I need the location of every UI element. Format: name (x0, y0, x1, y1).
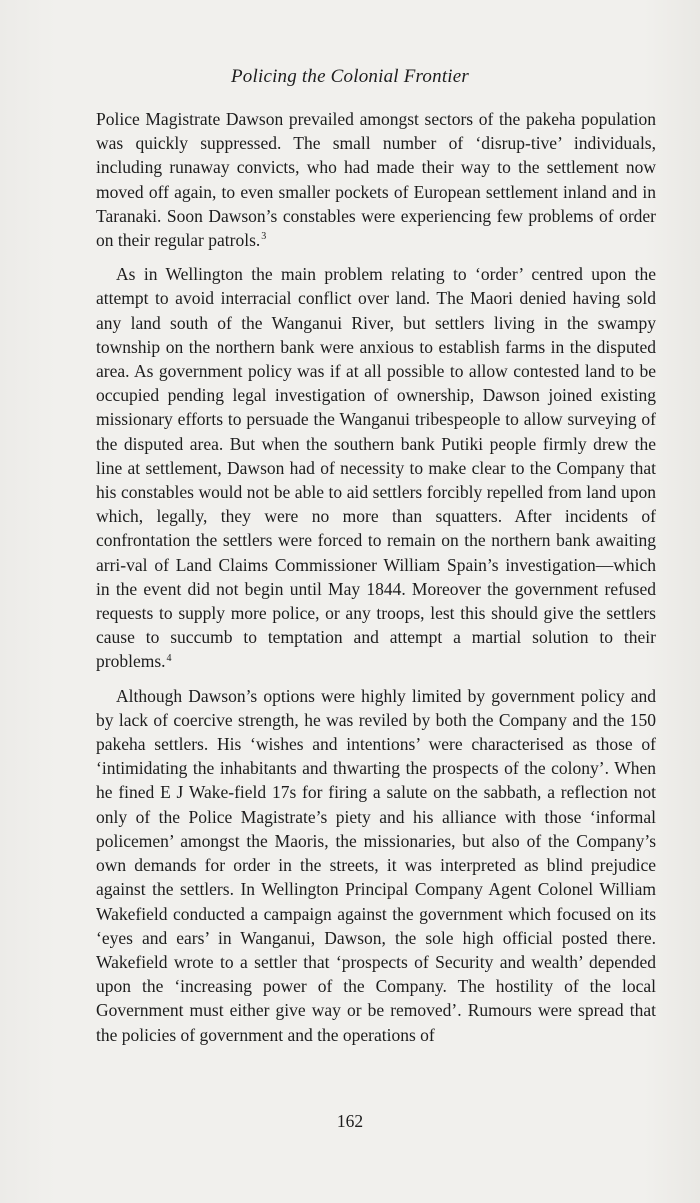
paragraph-3 (96, 684, 656, 1047)
footnote-reference: 4 (166, 652, 172, 664)
page-number: 162 (336, 1111, 364, 1131)
paragraph-1 (96, 107, 656, 252)
paragraph-2 (96, 262, 656, 673)
body-text (96, 107, 656, 1057)
footnote-reference: 3 (261, 231, 267, 243)
paragraph-text: As in Wellington the main problem relating to ‘order’ centred upon the attempt to avoid interracial conflict over land. The Maori denied having sold any land south of the Wanganui River, but settlers living in the swampy township on the northern bank were anxious to establish farms in the disputed area. As government policy was if at all possible to allow contested land to be occupied pending legal investigation of ownership, Dawson joined existing missionary efforts to persuade the Wanganui tribespeople to allow surveying of the disputed area. But when the southern bank Putiki people firmly drew the line at settlement, Dawson had of necessity to make clear to the Company that his constables would not be able to aid settlers forcibly repelled from land upon which, legally, they were no more than squatters. After incidents of confrontation the settlers were forced to remain on the northern bank awaiting arri-val of Land Claims Commissioner William Spain’s investigation—which in the event did not begin until May 1844. Moreover the government refused requests to supply more police, or any troops, lest this should give the settlers cause to succumb to temptation and attempt a martial solution to their problems. (96, 264, 656, 672)
paragraph-text: Police Magistrate Dawson prevailed amongst sectors of the pakeha population was quickly suppressed. The small number of ‘disrup-tive’ individuals, including runaway convicts, who had made their way to the settlement now moved off again, to even smaller pockets of European settlement inland and in Taranaki. Soon Dawson’s constables were experiencing few problems of order on their regular patrols. (96, 109, 656, 251)
paragraph-text: Although Dawson’s options were highly limited by government policy and by lack of coercive strength, he was reviled by both the Company and the 150 pakeha settlers. His ‘wishes and intentions’ were characterised as those of ‘intimidating the inhabitants and thwarting the prospects of the colony’. When he fined E J Wake-field 17s for firing a salute on the sabbath, a reflection not only of the Police Magistrate’s piety and his alliance with those ‘informal policemen’ amongst the Maoris, the missionaries, but also of the Company’s own demands for order in the streets, it was interpreted as blind prejudice against the settlers. In Wellington Principal Company Agent Colonel William Wakefield conducted a campaign against the government which focused on its ‘eyes and ears’ in Wanganui, Dawson, the sole high official posted there. Wakefield wrote to a settler that ‘prospects of Security and wealth’ depended upon the ‘increasing power of the Company. The hostility of the local Government must either give way or be removed’. Rumours were spread that the policies of government and the operations of (96, 685, 656, 1045)
running-head: Policing the Colonial Frontier (230, 66, 470, 87)
